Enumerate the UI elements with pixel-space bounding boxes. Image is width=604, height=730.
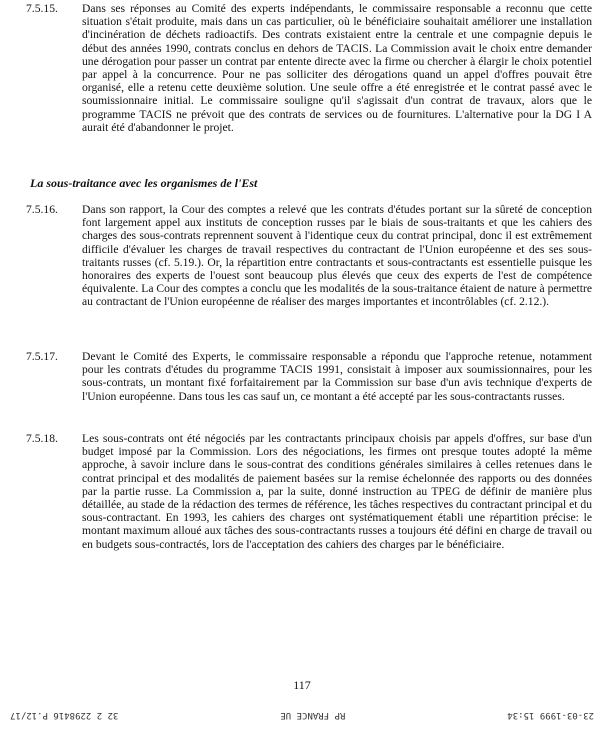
section-text: Dans ses réponses au Comité des experts indépendants, le commissaire responsable a reconnu que cette situation s'était produite, mais dans un cas particulier, où le bénéficiaire souhaitait améliorer une installation d'incinération de déchets radioactifs. Des contrats existaient entre la centrale et une compagnie depuis le début des années 1990, contrats conclus en dehors de TACIS. La Commission avait le choix entre demander une dérogation pour passer un contrat par entente directe avec la firme ou chercher à élargir le choix potentiel par appel à la concurrence. Pour ne pas solliciter des dérogations quand un appel d'offres pouvait être organisé, elle a retenu cette deuxième solution. Une seule offre a été enregistrée et le contrat passé avec le soumissionnaire initial. Le commissaire souligne qu'il s'agissait d'un contrat de travaux, alors que le programme TACIS ne prévoit que des contrats de services ou de fournitures. L'alternative pour la DG I A aurait été d'abandonner le projet.	[82, 2, 592, 134]
fax-header-line	[10, 710, 594, 720]
section-number: 7.5.17.	[26, 350, 58, 363]
section-text: Les sous-contrats ont été négociés par les contractants principaux choisis par appels d'offres, sur base d'un budget imposé par la Commission. Lors des négociations, les firmes ont presque toutes adopté la même approche, à savoir inclure dans le sous-contrat des conditions générales similaires à celles retenues dans le contrat principal et des modalités de paiement basées sur la remise échelonnée des rapports ou des données par la partie russe. La Commission a, par la suite, donné instruction au TPEG de définir de manière plus détaillée, au stade de la rédaction des termes de référence, les tâches respectives du contractant principal et du sous-contractant. En 1993, les cahiers des charges ont systématiquement établi une répartition précise: le montant maximum alloué aux tâches des sous-contractants russes a toujours été défini en charge de travail ou en budgets sous-contractés, lors de l'acceptation des cahiers des charges par le bénéficiaire.	[82, 432, 592, 551]
page-number: 117	[293, 678, 311, 692]
fax-date-time: 23-03-1999 15:34	[507, 710, 594, 720]
section-text: Dans son rapport, la Cour des comptes a relevé que les contrats d'études portant sur la sûreté de conception font largement appel aux instituts de conception russes par le biais de sous-traitants et que les cahiers des charges des sous-contrats reprennent souvent à l'identique ceux du contrat principal, donc il est extrêmement difficile d'évaluer les charges de travail respectives du contractant de l'Union européenne et des ses sous-traitants russes (cf. 5.19.). Or, la répartition entre contractants et sous-contractants est essentielle puisque les honoraires des experts de l'ouest sont beaucoup plus élevés que ceux des experts de l'est de compétence équivalente. La Cour des comptes a conclu que les modalités de la sous-traitance étaient de nature à permettre au contractant de l'Union européenne de réaliser des marges importantes et incontrôlables (cf. 2.12.).	[82, 203, 592, 309]
fax-sender: RP FRANCE UE	[280, 710, 346, 720]
section-number: 7.5.15.	[26, 2, 58, 15]
section-number: 7.5.18.	[26, 432, 58, 445]
section-number: 7.5.16.	[26, 203, 58, 216]
subheading: La sous-traitance avec les organismes de l'Est	[30, 176, 258, 190]
fax-phone-page: 32 2 2298416 P.12/17	[10, 710, 119, 720]
section-text: Devant le Comité des Experts, le commissaire responsable a répondu que l'approche retenue, notamment pour les contrats d'études du programme TACIS 1991, consistait à imposer aux soumissionnaires, pour les sous-contrats, un montant fixé forfaitairement par la Commission sur base d'un avis technique d'experts de l'Union européenne. Dans tous les cas sauf un, ce montant a été accepté par les sous-contractants russes.	[82, 350, 592, 403]
